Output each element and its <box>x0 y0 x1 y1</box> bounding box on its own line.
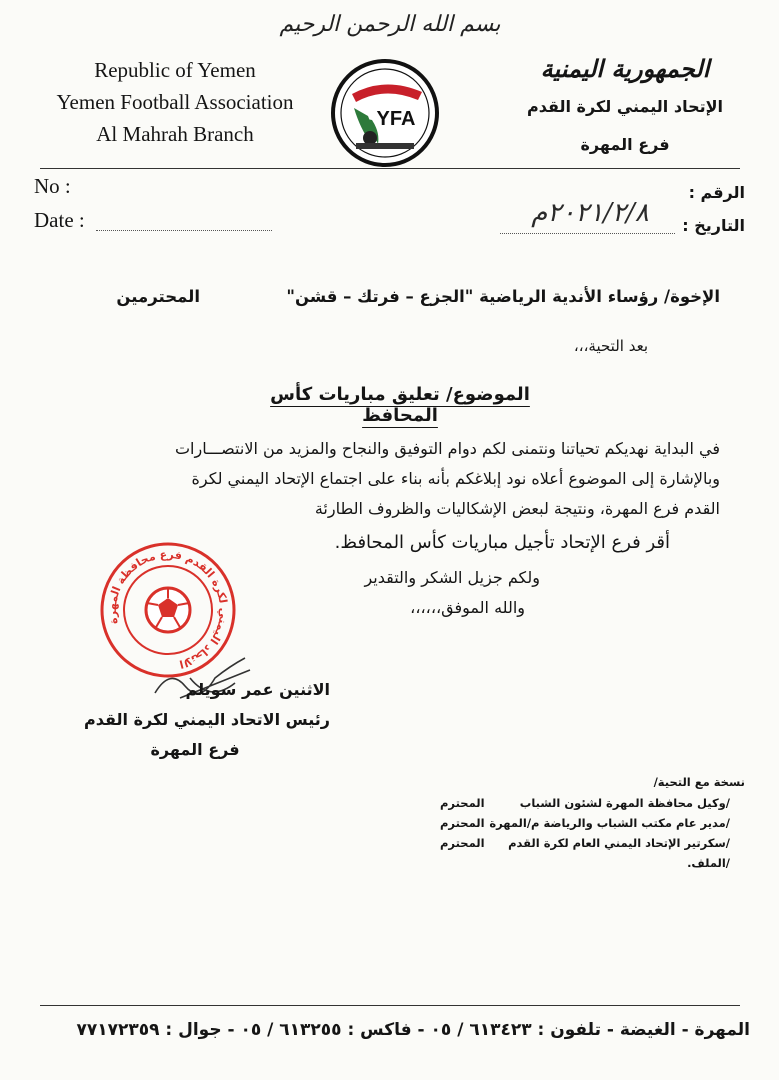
handwritten-signature <box>150 648 260 708</box>
signatory-title: رئيس الاتحاد اليمني لكرة القدم <box>84 710 330 729</box>
signatory-branch: فرع المهرة <box>150 740 240 759</box>
english-letterhead <box>30 54 320 150</box>
addressee: الإخوة/ رؤساء الأندية الرياضية "الجزع – فرتك – قشن" <box>286 287 720 306</box>
handwritten-date: ٢٠٢١/٢/٨م <box>531 198 649 228</box>
copy-item <box>440 793 730 813</box>
copy-suffix: المحترم <box>440 796 485 810</box>
date-ar-dotted-line <box>500 233 675 234</box>
thanks-line: ولكم جزيل الشكر والتقدير <box>364 568 540 587</box>
english-line-2: Yemen Football Association <box>56 90 294 114</box>
copy-recipient: /مدير عام مكتب الشباب والرياضة م/المهرة <box>489 816 730 830</box>
english-line-1: Republic of Yemen <box>94 58 256 82</box>
number-label-ar: الرقم : <box>688 183 745 202</box>
copy-item <box>440 833 730 853</box>
svg-text:YFA: YFA <box>376 108 416 130</box>
copy-recipient: /سكرتير الإتحاد اليمني العام لكرة القدم <box>508 836 730 850</box>
body-line-2: وبالإشارة إلى الموضوع أعلاه نود إبلاغكم بأنه بناء على اجتماع الإتحاد اليمني لكرة <box>191 469 720 488</box>
body-line-1: في البداية نهديكم تحياتنا ونتمنى لكم دوام التوفيق والنجاح والمزيد من الانتصـــارات <box>174 439 720 458</box>
arabic-line-2: الإتحاد اليمني لكرة القدم <box>526 97 724 116</box>
header-rule <box>40 168 740 169</box>
svg-text:الاتحاد اليمني لكرة القدم فرع: الاتحاد اليمني لكرة القدم فرع محافظة المهرة <box>105 547 231 671</box>
footer-rule <box>40 1005 740 1006</box>
date-label: Date : <box>34 208 85 232</box>
copy-suffix: المحترم <box>440 816 485 830</box>
no-label: No : <box>34 174 71 198</box>
arabic-line-1: الجمهورية اليمنية <box>540 54 710 83</box>
copies-list <box>440 793 730 873</box>
copy-item <box>440 853 730 873</box>
closing-line: والله الموفق،،،،،، <box>410 598 525 617</box>
yfa-logo <box>330 58 440 168</box>
greeting: بعد التحية،،، <box>573 337 648 355</box>
copy-recipient: /الملف. <box>687 856 730 870</box>
date-label-ar: التاريخ : <box>682 216 745 235</box>
subject-line: الموضوع/ تعليق مباريات كأس المحافظ <box>270 384 530 426</box>
body-line-3: القدم فرع المهرة، ونتيجة لبعض الإشكاليات والظروف الطارئة <box>314 499 720 518</box>
copies-heading: نسخة مع التحية/ <box>653 775 745 789</box>
copy-suffix: المحترم <box>440 836 485 850</box>
date-dotted-line <box>96 230 272 231</box>
arabic-letterhead <box>500 50 750 164</box>
english-line-3: Al Mahrah Branch <box>96 122 254 146</box>
signatory-name: الاثنين عمر سويلم <box>185 680 330 699</box>
footer-contact: المهرة - الغيضة - تلفون : ٦١٣٤٢٣ / ٠٥ - فاكس : ٦١٣٢٥٥ / ٠٥ - جوال : ٧٧١٧٢٣٥٩ <box>76 1020 750 1040</box>
basmala: بسم الله الرحمن الرحيم <box>279 12 501 37</box>
arabic-line-3: فرع المهرة <box>580 135 670 154</box>
copy-recipient: /وكيل محافظة المهرة لشئون الشباب <box>519 796 730 810</box>
copy-item <box>440 813 730 833</box>
honorific: المحترمين <box>116 287 200 306</box>
decision-line: أقر فرع الإتحاد تأجيل مباريات كأس المحافظ. <box>334 532 670 553</box>
